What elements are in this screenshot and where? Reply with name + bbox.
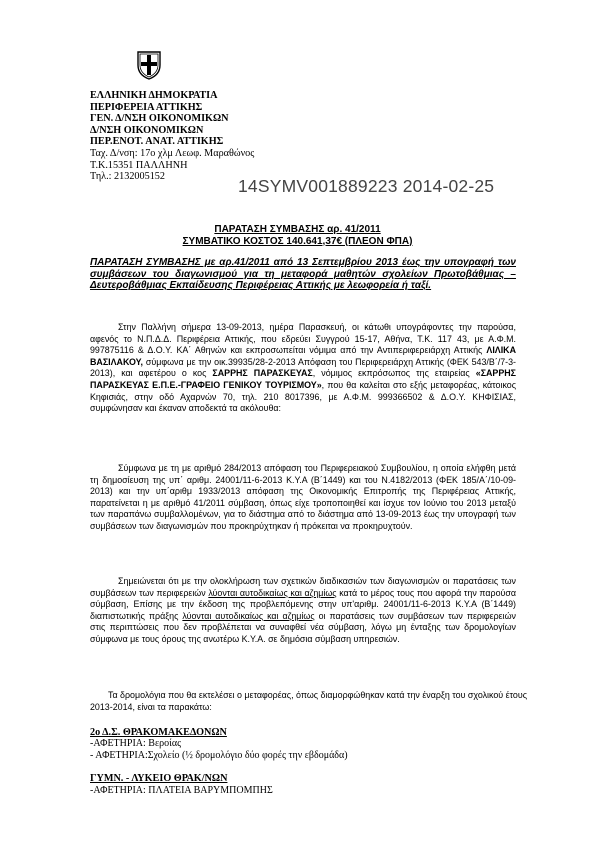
route-line: - ΑΦΕΤΗΡΙΑ:Σχολείο (½ δρομολόγιο δύο φορές την εβδομάδα) <box>90 749 348 761</box>
header-line: Τηλ.: 2132005152 <box>90 171 165 183</box>
title-line: ΣΥΜΒΑΤΙΚΟ ΚΟΣΤΟΣ 140.641,37€ (ΠΛΕΟΝ ΦΠΑ) <box>182 235 413 247</box>
contractor-name: ΣΑΡΡΗΣ ΠΑΡΑΣΚΕΥΑΣ <box>212 368 313 379</box>
document-title <box>0 224 595 247</box>
route-line: -ΑΦΕΤΗΡΙΑ: Βεροίας <box>90 738 182 750</box>
registration-stamp: 14SYMV001889223 2014-02-25 <box>238 176 495 196</box>
header-line: ΠΕΡΙΦΕΡΕΙΑ ΑΤΤΙΚΗΣ <box>90 101 203 113</box>
paragraph-routes-intro <box>90 690 530 713</box>
document-subject <box>90 257 516 292</box>
greek-emblem-icon <box>135 50 163 80</box>
issuer-header <box>90 90 254 183</box>
paragraph-extension <box>90 463 516 533</box>
route-heading: ΓΥΜΝ. - ΛΥΚΕΙΟ ΘΡΑΚ/ΝΩΝ <box>90 773 228 785</box>
paragraph-text: , που θα καλείται στο εξής μεταφορέας, κάτοικος Κηφισιάς, στην οδό Αχαρνών 70, τηλ. 210 8017396, με Α.Φ.Μ. 999366502 & Δ.Ο.Υ. ΚΗΦΙΣΙΑΣ, συμφώνησαν και έκαναν αποδεκτά τα ακόλουθα: <box>90 379 517 414</box>
paragraph-termination <box>90 576 516 646</box>
paragraph-text: Σημειώνεται ότι με την ολοκλήρωση των σχετικών διαδικασιών των διαγωνισμών οι παρατάσεις των συμβάσεων των περιφερειών <box>90 576 516 598</box>
header-line: ΓΕΝ. Δ/ΝΣΗ ΟΙΚΟΝΟΜΙΚΩΝ <box>90 113 229 125</box>
header-line: Τ.Κ.15351 ΠΑΛΛΗΝΗ <box>90 159 188 171</box>
signatory-name: ΛΙΛΙΚΑ ΒΑΣΙΛΑΚΟΥ, <box>90 345 516 367</box>
title-line: ΠΑΡΑΤΑΣΗ ΣΥΜΒΑΣΗΣ αρ. 41/2011 <box>214 224 381 235</box>
route-line: -ΑΦΕΤΗΡΙΑ: ΠΛΑΤΕΙΑ ΒΑΡΥΜΠΟΜΠΗΣ <box>90 784 273 796</box>
paragraph-parties <box>90 322 516 415</box>
subject-text: ΠΑΡΑΤΑΣΗ ΣΥΜΒΑΣΗΣ με αρ.41/2011 από 13 Σεπτεμβρίου 2013 έως την υπογραφή των συμβάσεων του διαγωνισμού για τη μεταφορά μαθητών σχολείων Πρωτοβάθμιας – Δευτεροβάθμιας Εκπαίδευσης Περιφέρειας Αττικής με λεωφορεία ή ταξί. <box>90 257 516 292</box>
underlined-text: λύονται αυτοδικαίως και αζημίως <box>182 610 315 621</box>
paragraph-text: σύμφωνα με την οικ.39935/28-2-2013 Απόφαση του Περιφερειάρχη Αττικής (ΦΕΚ 543/Β΄/7-3-2013), και αφετέρου ο κος <box>90 356 516 379</box>
routes-list <box>90 727 348 796</box>
paragraph-text: κατά το μέρος τους που αφορά την παρούσα σύμβαση, Επίσης με την έκδοση της προβλεπόμενης στην υπ'αριθμ. 24001/11-6-2013 Κ.Υ.Α (Β΄1449) διαπιστωτικής πράξης <box>90 587 516 621</box>
paragraph-text: Στην Παλλήνη σήμερα 13-09-2013, ημέρα Παρασκευή, οι κάτωθι υπογράφοντες την παρούσα, αφενός το Ν.Π.Δ.Δ. Περιφέρεια Αττικής, που εδρεύει Συγγρού 15-17, Αθήνα, Τ.Κ. 117 43, με Α.Φ.Μ. 997875116 & Δ.Ο.Υ. ΚΑ΄ Αθηνών και εκπροσωπείται νόμιμα από την Αντιπεριφερειάρχη Αττικής <box>90 322 516 356</box>
paragraph-text: , νόμιμος εκπρόσωπος της εταιρείας <box>312 368 476 379</box>
paragraph-text: Τα δρομολόγια που θα εκτελέσει ο μεταφορέας, όπως διαμορφώθηκαν κατά την έναρξη του σχολικού έτους 2013-2014, είναι τα παρακάτω: <box>90 690 527 712</box>
header-line: ΕΛΛΗΝΙΚΗ ΔΗΜΟΚΡΑΤΙΑ <box>90 90 218 101</box>
route-heading: 2ο Δ.Σ. ΘΡΑΚΟΜΑΚΕΔΟΝΩΝ <box>90 727 227 738</box>
header-line: Ταχ. Δ/νση: 17ο χλμ Λεωφ. Μαραθώνος <box>90 147 255 159</box>
paragraph-text: Σύμφωνα με τη με αριθμό 284/2013 απόφαση του Περιφερειακού Συμβουλίου, η οποία ελήφθη μετά τη δημοσίευση της υπ΄ αριθμ. 24001/11-6-2013 Κ.Υ.Α (Β΄1449) και του Ν.4182/2013 (ΦΕΚ 185/Α΄/10-09-2013) και την υπ΄αριθμ 1933/2013 απόφαση της Οικονομικής Επιτροπής της Περιφέρειας Αττικής, παρατείνεται η με αριθμό 41/2011 σύμβαση, όπως είχε τροποποιηθεί και ίσχυε τον Ιούνιο του 2013 μεταξύ των παραπάνω συμβαλλομένων, για το διάστημα από το διάστημα από 13-09-2013 έως την υπογραφή των συμβάσεων των διαγωνισμών που προκηρύχτηκαν ή πρόκειται να προκηρυχτούν. <box>90 463 516 531</box>
header-line: Δ/ΝΣΗ ΟΙΚΟΝΟΜΙΚΩΝ <box>90 124 204 136</box>
underlined-text: λύονται αυτοδικαίως και αζημίως <box>208 587 337 598</box>
paragraph-text: οι παρατάσεις των συμβάσεων των περιφερειών στις περιπτώσεις που δεν προβλέπεται να συναφθεί νέα σύμβαση, λόγω μη ένταξης των δρομολογίων σύμφωνα με τους όρους της ανωτέρω Κ.Υ.Α. σε δημόσια σύμβαση υπηρεσιών. <box>90 610 516 644</box>
header-line: ΠΕΡ.ΕΝΟΤ. ΑΝΑΤ. ΑΤΤΙΚΗΣ <box>90 136 224 148</box>
company-name: «ΣΑΡΡΗΣ ΠΑΡΑΣΚΕΥΑΣ Ε.Π.Ε.-ΓΡΑΦΕΙΟ ΓΕΝΙΚΟΥ ΤΟΥΡΙΣΜΟΥ» <box>90 368 517 390</box>
